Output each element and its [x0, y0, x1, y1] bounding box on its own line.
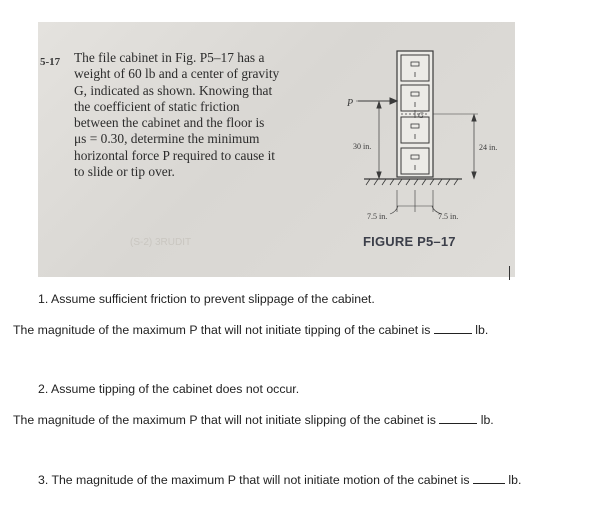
problem-line: between the cabinet and the floor is	[74, 115, 265, 131]
question-1-text: The magnitude of the maximum P that will not initiate tipping of the cabinet is	[13, 323, 431, 337]
question-1-prompt: 1. Assume sufficient friction to prevent slippage of the cabinet.	[38, 292, 375, 306]
question-1-row	[13, 322, 488, 337]
problem-line: G, indicated as shown. Knowing that	[74, 82, 273, 98]
problem-line: The file cabinet in Fig. P5–17 has a	[74, 50, 265, 65]
answer-blank-3[interactable]	[473, 472, 505, 484]
question-3-row	[38, 472, 521, 487]
label-right-7-5in: 7.5 in.	[438, 212, 459, 221]
problem-line: weight of 60 lb and a center of gravity	[74, 66, 280, 82]
question-2-text: The magnitude of the maximum P that will not initiate slipping of the cabinet is	[13, 413, 436, 427]
label-p: P	[347, 98, 354, 109]
question-2-row	[13, 412, 494, 427]
label-left-7-5in: 7.5 in.	[367, 212, 388, 221]
text-cursor	[509, 266, 510, 280]
dimension-bottom	[390, 190, 442, 214]
answer-blank-2[interactable]	[439, 412, 477, 424]
problem-line: the coefficient of static friction	[74, 98, 240, 114]
figure-caption: FIGURE P5–17	[363, 234, 456, 249]
question-2-prompt: 2. Assume tipping of the cabinet does not occur.	[38, 382, 300, 396]
textbook-photo	[38, 22, 515, 277]
problem-line: horizontal force P required to cause it	[74, 147, 276, 163]
label-24in: 24 in.	[479, 143, 498, 152]
label-30in: 30 in.	[353, 142, 372, 151]
problem-line: μs = 0.30, determine the minimum	[74, 131, 260, 147]
ground-line	[364, 179, 462, 185]
dimension-30in	[356, 101, 383, 178]
question-3-unit: lb.	[508, 473, 522, 487]
answer-blank-1[interactable]	[434, 322, 472, 334]
question-1-unit: lb.	[475, 323, 489, 337]
label-g: G	[418, 111, 424, 120]
question-2-unit: lb.	[480, 413, 494, 427]
problem-line: to slide or tip over.	[74, 164, 175, 180]
problem-number: 5-17	[40, 56, 61, 68]
faded-bleed-text: (S-2) 3RUDIT	[130, 237, 192, 248]
dimension-24in	[433, 114, 478, 178]
question-3-text: 3. The magnitude of the maximum P that will not initiate motion of the cabinet is	[38, 473, 470, 487]
